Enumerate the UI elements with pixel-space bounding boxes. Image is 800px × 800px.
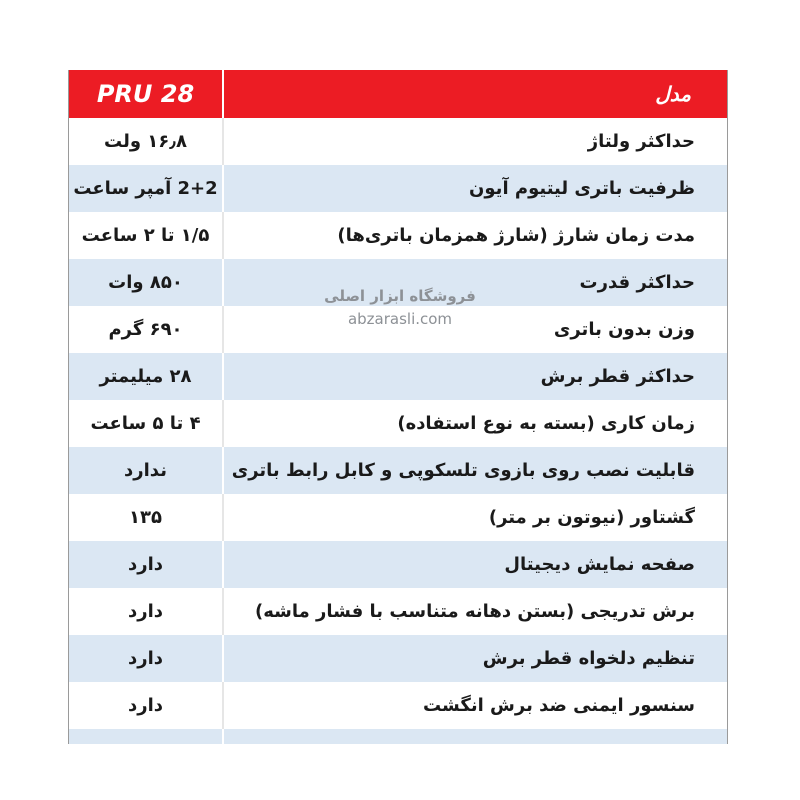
spec-label-empty [224,729,727,744]
spec-value: ۶۹۰ گرم [69,306,224,353]
spec-label: تنظیم دلخواه قطر برش [482,648,695,669]
table-row [69,541,727,588]
table-row [69,588,727,635]
spec-value: دارد [69,588,224,635]
table-row [69,400,727,447]
watermark-domain: abzarasli.com [347,310,453,328]
table-row [69,494,727,541]
spec-label: ظرفیت باتری لیتیوم آیون [469,178,695,199]
table-header-row [69,70,727,118]
spec-label: صفحه نمایش دیجیتال [504,554,695,575]
spec-label: حداکثر قطر برش [540,366,695,387]
spec-label: گشتاور (نیوتون بر متر) [488,507,695,528]
spec-label: برش تدریجی (بستن دهانه متناسب با فشار ماشه) [255,601,695,622]
spec-value: ۲۸ میلیمتر [69,353,224,400]
table-row-partial [69,729,727,744]
table-row [69,306,727,353]
spec-value: ۱۳۵ [69,494,224,541]
spec-value: دارد [69,635,224,682]
spec-label: حداکثر قدرت [579,272,695,293]
spec-value: ۴ تا ۵ ساعت [69,400,224,447]
spec-value: ۱۶٫۸ ولت [69,118,224,165]
spec-value: ۸۵۰ وات [69,259,224,306]
table-row [69,118,727,165]
spec-label: مدت زمان شارژ (شارژ همزمان باتری‌ها) [337,225,695,246]
spec-label: قابلیت نصب روی بازوی تلسکوپی و کابل رابط باتری [231,460,695,481]
spec-label: سنسور ایمنی ضد برش انگشت [423,695,695,716]
table-row [69,259,727,306]
table-row [69,353,727,400]
spec-value: دارد [69,682,224,729]
spec-value: 2+2 آمپر ساعت [69,165,224,212]
spec-label: زمان کاری (بسته به نوع استفاده) [397,413,695,434]
table-row [69,635,727,682]
watermark-store-name: فروشگاه ابزار اصلی [324,287,476,305]
spec-value: ندارد [69,447,224,494]
spec-value: ۱/۵ تا ۲ ساعت [69,212,224,259]
spec-value-empty [69,729,224,744]
spec-label: حداکثر ولتاژ [587,131,695,152]
header-model-value: PRU 28 [69,70,224,118]
spec-value: دارد [69,541,224,588]
header-model-label: مدل [655,82,691,106]
spec-label: وزن بدون باتری [553,319,695,340]
spec-table [68,70,728,744]
table-row [69,212,727,259]
table-row [69,682,727,729]
table-row [69,447,727,494]
table-row [69,165,727,212]
